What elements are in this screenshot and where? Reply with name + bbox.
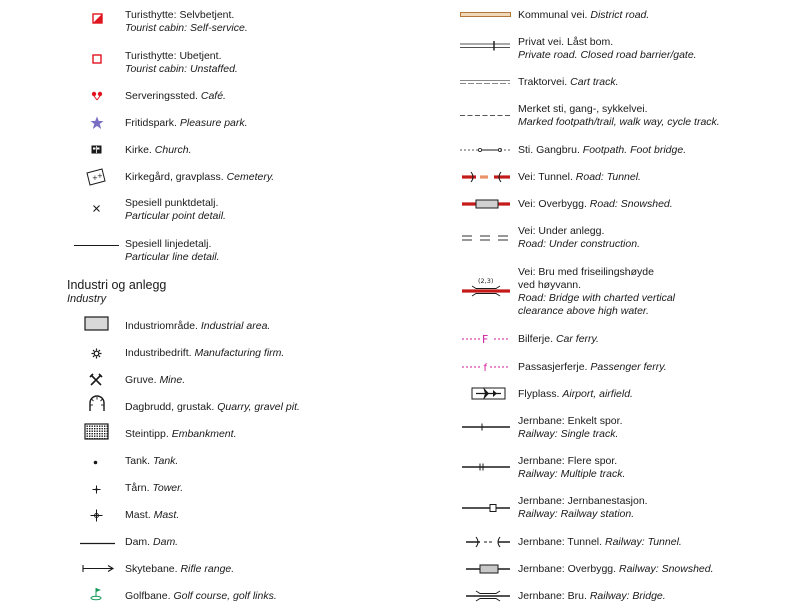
section-heading-industry: Industri og anlegg Industry (67, 278, 167, 305)
bridge-clearance-label: (2,3) (478, 277, 494, 285)
road-snowshed-icon (460, 197, 512, 211)
legend-item-church: Kirke. Church. (125, 144, 192, 156)
legend-item-point-detail: Spesiell punktdetalj. Particular point detail. (125, 197, 226, 222)
industrial-area-icon (84, 316, 110, 332)
legend-item-foot-bridge: Sti. Gangbru. Footpath. Foot bridge. (518, 144, 687, 156)
legend-item-industrial-area: Industriområde. Industrial area. (125, 320, 271, 332)
railway-snowshed-icon (464, 562, 512, 576)
legend-item-district-road: Kommunal vei. District road. (518, 9, 650, 21)
legend-item-dam: Dam. Dam. (125, 536, 179, 548)
legend-item-railway-tunnel: Jernbane: Tunnel. Railway: Tunnel. (518, 536, 682, 548)
road-construction-icon (460, 233, 512, 243)
legend-item-cafe: Serveringssted. Café. (125, 90, 226, 102)
district-road-icon (460, 11, 512, 19)
gear-icon (91, 348, 103, 360)
cafe-icon (90, 90, 104, 102)
mine-icon (90, 374, 104, 386)
legend-item-multiple-track: Jernbane: Flere spor. Railway: Multiple track. (518, 455, 626, 480)
golf-icon (90, 587, 104, 601)
dam-line-icon (80, 542, 116, 546)
single-track-icon (462, 422, 512, 432)
rifle-range-icon (82, 564, 116, 574)
legend-item-line-detail: Spesiell linjedetalj. Particular line detail. (125, 238, 220, 263)
railway-bridge-icon (464, 589, 512, 603)
legend-item-road-bridge: Vei: Bru med friseilingshøyde ved høyvann. Road: Bridge with charted vertical clearance above high water. (518, 266, 675, 317)
cart-track-icon (460, 78, 512, 86)
legend-item-railway-station: Jernbane: Jernbanestasjon. Railway: Railway station. (518, 495, 648, 520)
unstaffed-cabin-icon (92, 54, 104, 66)
legend-item-footpath: Merket sti, gang-, sykkelvei. Marked footpath/trail, walk way, cycle track. (518, 103, 720, 128)
ferry-small-f-glyph: f (483, 363, 488, 374)
dot-icon (93, 460, 99, 466)
star-icon (90, 116, 104, 130)
legend-item-road-tunnel: Vei: Tunnel. Road: Tunnel. (518, 171, 641, 183)
airport-icon (471, 386, 507, 402)
legend-item-unstaffed-cabin: Turisthytte: Ubetjent. Tourist cabin: Unstaffed. (125, 50, 238, 75)
road-tunnel-icon (460, 170, 512, 184)
cemetery-icon (86, 168, 106, 186)
legend-item-single-track: Jernbane: Enkelt spor. Railway: Single track. (518, 415, 623, 440)
self-service-cabin-icon (92, 13, 104, 25)
legend-item-car-ferry: Bilferje. Car ferry. (518, 333, 599, 345)
legend-item-airport: Flyplass. Airport, airfield. (518, 388, 633, 400)
railway-station-icon (462, 502, 512, 514)
car-ferry-icon (460, 332, 512, 346)
embankment-icon (84, 423, 110, 441)
legend-item-manufacturing-firm: Industribedrift. Manufacturing firm. (125, 347, 285, 359)
line-detail-icon (74, 244, 120, 248)
legend-item-railway-snowshed: Jernbane: Overbygg. Railway: Snowshed. (518, 563, 714, 575)
legend-item-rifle-range: Skytebane. Rifle range. (125, 563, 235, 575)
passenger-ferry-icon (460, 359, 512, 373)
foot-bridge-icon (460, 145, 512, 155)
multiple-track-icon (462, 462, 512, 472)
legend-item-railway-bridge: Jernbane: Bru. Railway: Bridge. (518, 590, 666, 602)
footpath-icon (460, 113, 512, 119)
ferry-f-glyph: F (482, 333, 489, 346)
legend-item-self-service-cabin: Turisthytte: Selvbetjent. Tourist cabin: Self-service. (125, 9, 248, 34)
legend-item-embankment: Steintipp. Embankment. (125, 428, 237, 440)
legend-item-road-snowshed: Vei: Overbygg. Road: Snowshed. (518, 198, 673, 210)
legend-item-cemetery: Kirkegård, gravplass. Cemetery. (125, 171, 275, 183)
legend-item-mast: Mast. Mast. (125, 509, 180, 521)
legend-item-tower: Tårn. Tower. (125, 482, 184, 494)
legend-item-private-road: Privat vei. Låst bom. Private road. Closed road barrier/gate. (518, 36, 697, 61)
svg-text:+: + (97, 172, 103, 180)
svg-text:+: + (92, 174, 98, 182)
legend-item-quarry: Dagbrudd, grustak. Quarry, gravel pit. (125, 401, 300, 413)
road-bridge-icon (460, 276, 512, 298)
quarry-icon (88, 395, 106, 413)
legend-item-golf: Golfbane. Golf course, golf links. (125, 590, 277, 602)
legend-item-cart-track: Traktorvei. Cart track. (518, 76, 619, 88)
legend-item-pleasure-park: Fritidspark. Pleasure park. (125, 117, 248, 129)
railway-tunnel-icon (464, 535, 512, 549)
private-road-icon (460, 40, 512, 52)
church-icon (91, 145, 103, 155)
legend-item-tank: Tank. Tank. (125, 455, 179, 467)
mast-icon (90, 509, 104, 523)
cross-icon (92, 204, 102, 214)
legend-item-passenger-ferry: Passasjerferje. Passenger ferry. (518, 361, 667, 373)
tower-icon (92, 485, 102, 495)
legend-item-mine: Gruve. Mine. (125, 374, 186, 386)
legend-item-road-construction: Vei: Under anlegg. Road: Under construction. (518, 225, 640, 250)
